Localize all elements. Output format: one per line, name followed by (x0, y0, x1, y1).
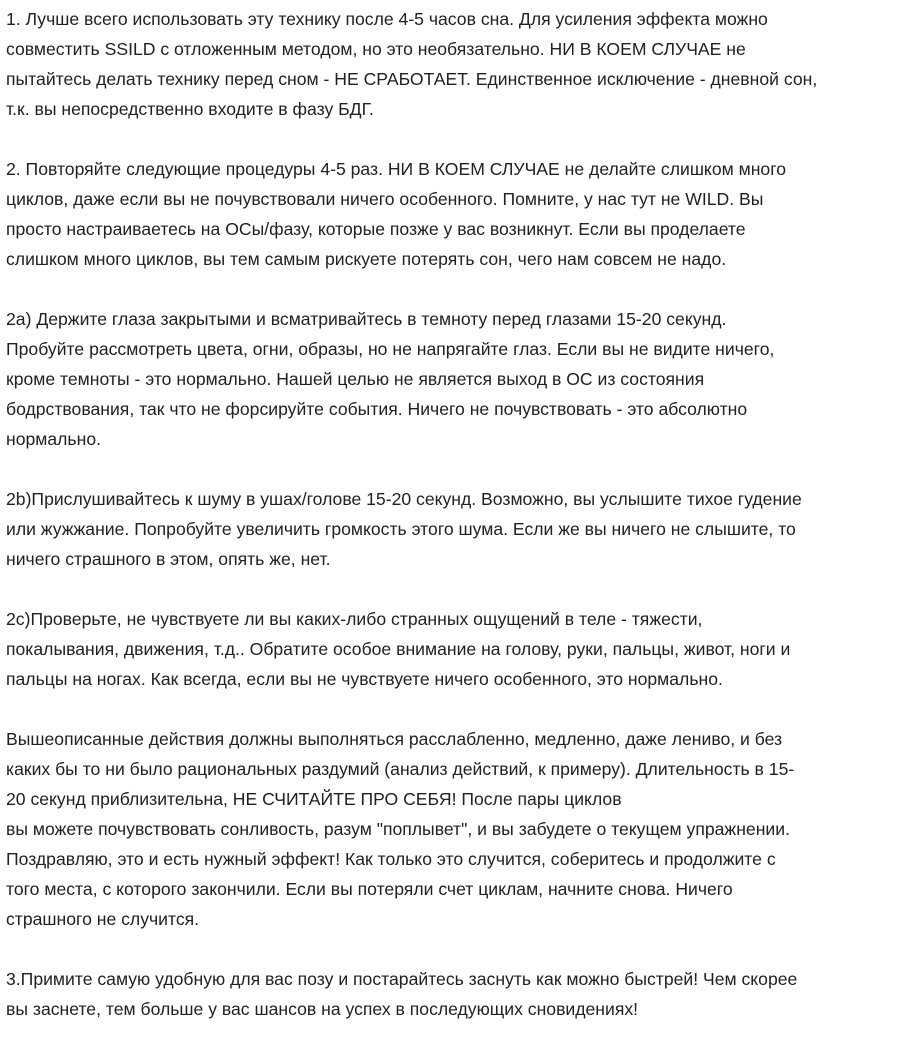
text-line: пытайтесь делать технику перед сном - НЕ СРАБОТАЕТ. Единственное исключение - дневной сон, (6, 69, 818, 89)
text-line: 20 секунд приблизительна, НЕ СЧИТАЙТЕ ПРО СЕБЯ! После пары циклов (6, 789, 622, 809)
text-line: бодрствования, так что не форсируйте события. Ничего не почувствовать - это абсолютно (6, 399, 748, 419)
text-line: слишком много циклов, вы тем самым рискуете потерять сон, чего нам совсем не надо. (6, 249, 727, 269)
paragraph-step-2 (6, 154, 911, 274)
text-line: или жужжание. Попробуйте увеличить громкость этого шума. Если же вы ничего не слышите, то (6, 519, 796, 539)
text-line: вы можете почувствовать сонливость, разум "поплывет", и вы забудете о текущем упражнении. (6, 819, 790, 839)
paragraph-step-2c (6, 604, 911, 694)
text-line: Поздравляю, это и есть нужный эффект! Как только это случится, соберитесь и продолжите с (6, 849, 776, 869)
paragraph-notes (6, 724, 911, 934)
text-line: покалывания, движения, т.д.. Обратите особое внимание на голову, руки, пальцы, живот, ноги и (6, 639, 791, 659)
text-line: пальцы на ногах. Как всегда, если вы не чувствуете ничего особенного, это нормально. (6, 669, 723, 689)
text-line: т.к. вы непосредственно входите в фазу БДГ. (6, 99, 374, 119)
paragraph-step-2b (6, 484, 911, 574)
text-line: Вышеописанные действия должны выполняться расслабленно, медленно, даже лениво, и без (6, 729, 783, 749)
text-line: нормально. (6, 429, 101, 449)
text-line: 2b)Прислушивайтесь к шуму в ушах/голове 15-20 секунд. Возможно, вы услышите тихое гудение (6, 489, 802, 509)
paragraph-step-1 (6, 4, 911, 124)
text-line: 2. Повторяйте следующие процедуры 4-5 раз. НИ В КОЕМ СЛУЧАЕ не делайте слишком много (6, 159, 787, 179)
text-line: Пробуйте рассмотреть цвета, огни, образы, но не напрягайте глаз. Если вы не видите ничего, (6, 339, 775, 359)
text-line: 2а) Держите глаза закрытыми и всматривайтесь в темноту перед глазами 15-20 секунд. (6, 309, 727, 329)
paragraph-step-2a (6, 304, 911, 454)
text-line: каких бы то ни было рациональных раздумий (анализ действий, к примеру). Длительность в 15- (6, 759, 795, 779)
text-line: вы заснете, тем больше у вас шансов на успех в последующих сновидениях! (6, 999, 639, 1019)
text-line: циклов, даже если вы не почувствовали ничего особенного. Помните, у нас тут не WILD. Вы (6, 189, 764, 209)
paragraph-step-3 (6, 964, 911, 1024)
text-line: 2с)Проверьте, не чувствуете ли вы каких-либо странных ощущений в теле - тяжести, (6, 609, 703, 629)
text-line: 1. Лучше всего использовать эту технику после 4-5 часов сна. Для усиления эффекта можно (6, 9, 768, 29)
text-line: того места, с которого закончили. Если вы потеряли счет циклам, начните снова. Ничего (6, 879, 733, 899)
article-body (6, 4, 911, 1054)
text-line: страшного не случится. (6, 909, 200, 929)
text-line: совместить SSILD с отложенным методом, но это необязательно. НИ В КОЕМ СЛУЧАЕ не (6, 39, 746, 59)
text-line: просто настраиваетесь на ОСы/фазу, которые позже у вас возникнут. Если вы проделаете (6, 219, 746, 239)
text-line: кроме темноты - это нормально. Нашей целью не является выход в ОС из состояния (6, 369, 705, 389)
text-line: ничего страшного в этом, опять же, нет. (6, 549, 331, 569)
text-line: 3.Примите самую удобную для вас позу и постарайтесь заснуть как можно быстрей! Чем скорее (6, 969, 798, 989)
